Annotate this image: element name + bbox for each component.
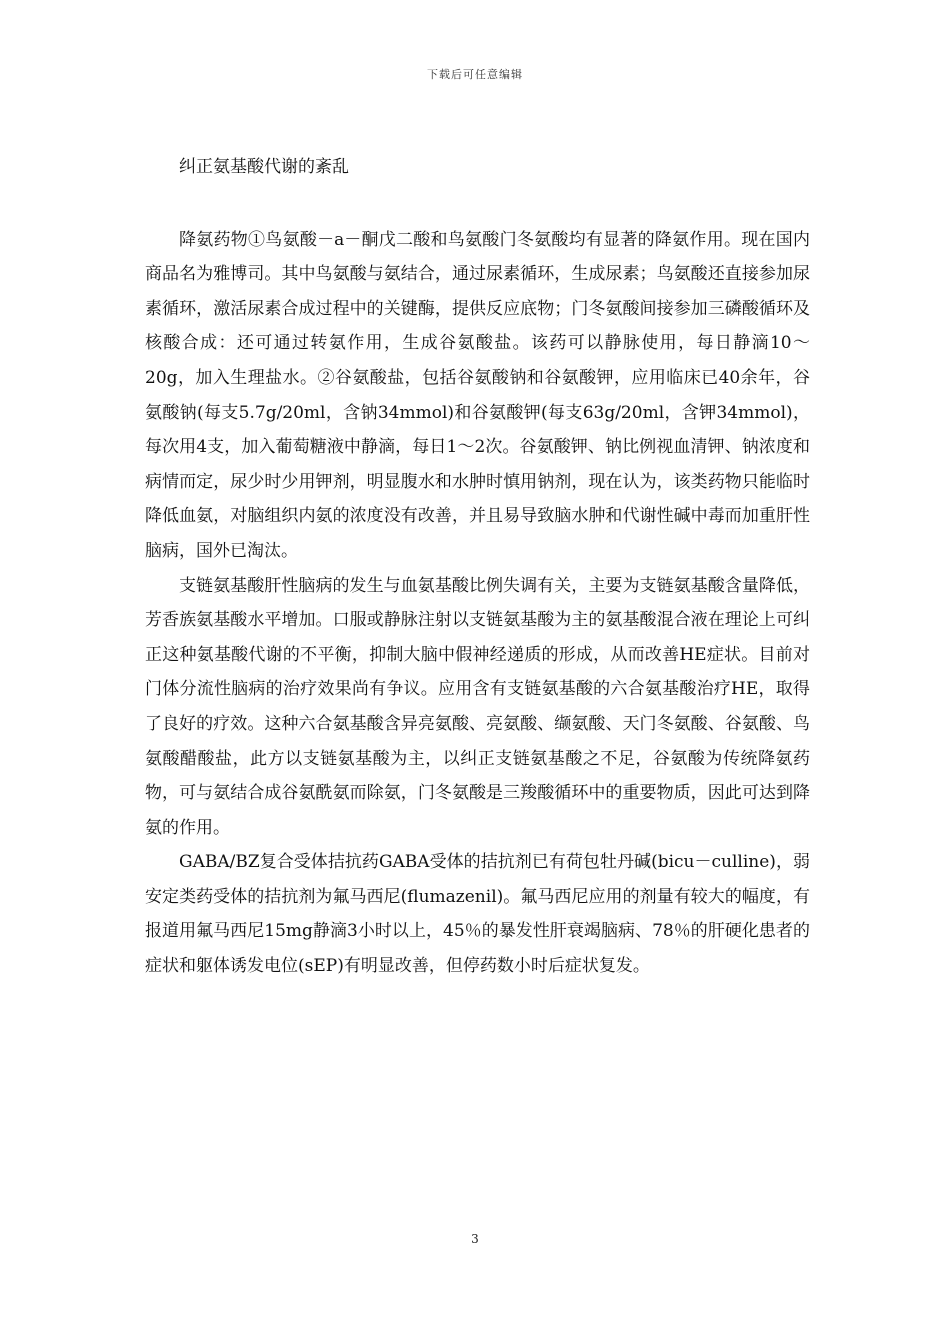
header-note: 下载后可任意编辑 [427,68,523,81]
paragraph-branched-chain-amino-acids: 支链氨基酸肝性脑病的发生与血氨基酸比例失调有关，主要为支链氨基酸含量降低，芳香族氨基酸水平增加。口服或静脉注射以支链氨基酸为主的氨基酸混合液在理论上可纠正这种氨基酸代谢的不平衡，抑制大脑中假神经递质的形成，从而改善HE症状。目前对门体分流性脑病的治疗效果尚有争议。应用含有支链氨基酸的六合氨基酸治疗HE，取得了良好的疗效。这种六合氨基酸含异亮氨酸、亮氨酸、缬氨酸、天门冬氨酸、谷氨酸、鸟氨酸醋酸盐，此方以支链氨基酸为主，以纠正支链氨基酸之不足，谷氨酸为传统降氨药物，可与氨结合成谷氨酰氨而除氨，门冬氨酸是三羧酸循环中的重要物质，因此可达到降氨的作用。 [145,575,810,838]
paragraph-ammonia-lowering-drugs: 降氨药物①鸟氨酸－a－酮戊二酸和鸟氨酸门冬氨酸均有显著的降氨作用。现在国内商品名为雅博司。其中鸟氨酸与氨结合，通过尿素循环，生成尿素；鸟氨酸还直接参加尿素循环，激活尿素合成过程中的关键酶，提供反应底物；门冬氨酸间接参加三磷酸循环及核酸合成：还可通过转氨作用，生成谷氨酸盐。该药可以静脉使用，每日静滴10～20g，加入生理盐水。②谷氨酸盐，包括谷氨酸钠和谷氨酸钾，应用临床已40余年，谷氨酸钠(每支5.7g/20ml，含钠34mmol)和谷氨酸钾(每支63g/20ml，含钾34mmol)，每次用4支，加入葡萄糖液中静滴，每日1～2次。谷氨酸钾、钠比例视血清钾、钠浓度和病情而定，尿少时少用钾剂，明显腹水和水肿时慎用钠剂，现在认为，该类药物只能临时降低血氨，对脑组织内氨的浓度没有改善，并且易导致脑水肿和代谢性碱中毒而加重肝性脑病，国外已淘汰。 [145,229,810,561]
paragraph-gaba-bz-antagonists: GABA/BZ复合受体拮抗药GABA受体的拮抗剂已有荷包牡丹碱(bicu－culline)，弱安定类药受体的拮抗剂为氟马西尼(flumazenil)。氟马西尼应用的剂量有较大的幅度，有报道用氟马西尼15mg静滴3小时以上，45％的暴发性肝衰竭脑病、78％的肝硬化患者的症状和躯体诱发电位(sEP)有明显改善，但停药数小时后症状复发。 [145,852,810,977]
page-number: 3 [471,1232,479,1246]
page-body [145,150,810,984]
section-heading: 纠正氨基酸代谢的紊乱 [179,157,349,177]
